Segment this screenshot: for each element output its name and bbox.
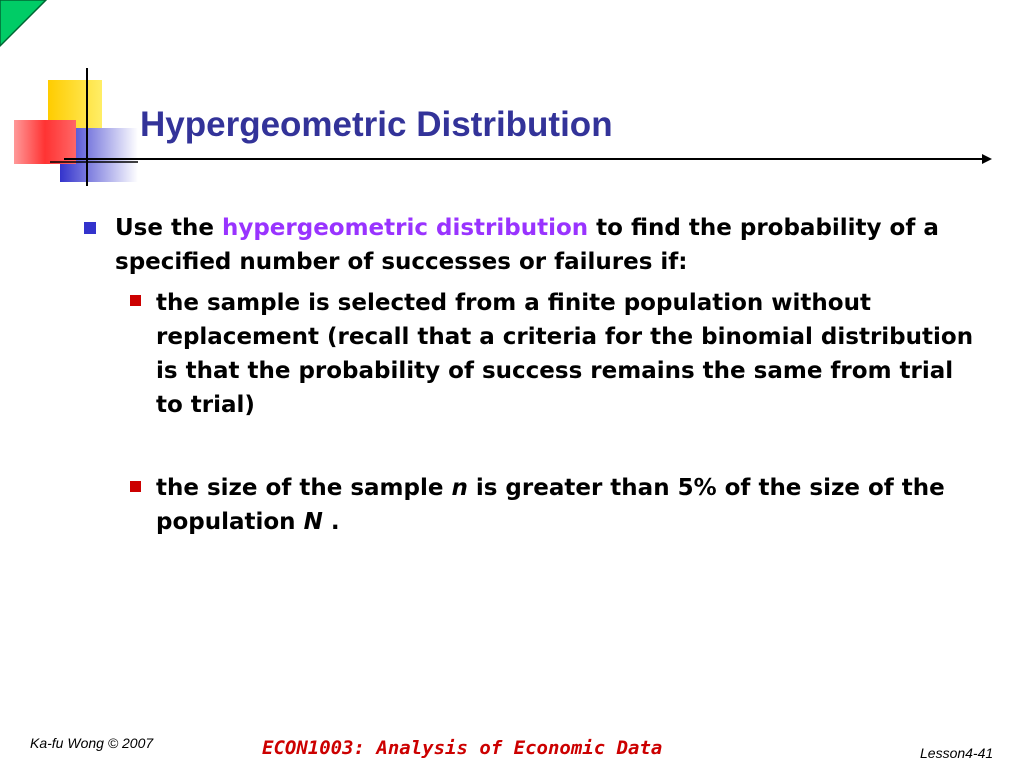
sub-bullet-square-icon	[130, 481, 141, 492]
slide-title: Hypergeometric Distribution	[140, 105, 613, 144]
highlighted-term: hypergeometric distribution	[221, 215, 589, 241]
bullet-square-icon	[84, 222, 96, 234]
variable-N: N	[303, 509, 323, 535]
sub-bullet-text-2	[156, 471, 976, 539]
sub-bullet-text-1: the sample is selected from a finite population without replacement (recall that a criteria for the binomial distribution is that the probability of success remains the same from trial to trial)	[156, 290, 974, 418]
main-bullet-text-end: to find the probability of a specified number of successes or failures if:	[115, 215, 939, 275]
sub-bullet-2-middle: is greater than 5% of the size of the population	[156, 475, 945, 535]
sub-bullet-square-icon	[130, 295, 141, 306]
main-bullet-text-start: Use the	[115, 215, 222, 241]
sub-bullet-2-end: .	[322, 509, 340, 535]
main-bullet-text	[115, 211, 995, 279]
footer-course-title: ECON1003: Analysis of Economic Data	[262, 737, 663, 759]
sub-bullet-2-start: the size of the sample	[156, 475, 452, 501]
corner-triangle-decoration	[0, 0, 48, 48]
slide-logo-decoration	[10, 66, 140, 190]
footer-author: Ka-fu Wong © 2007	[30, 735, 154, 751]
footer-slide-number: Lesson4-41	[920, 745, 994, 761]
title-arrow-rule	[64, 150, 994, 168]
variable-n: n	[451, 475, 468, 501]
